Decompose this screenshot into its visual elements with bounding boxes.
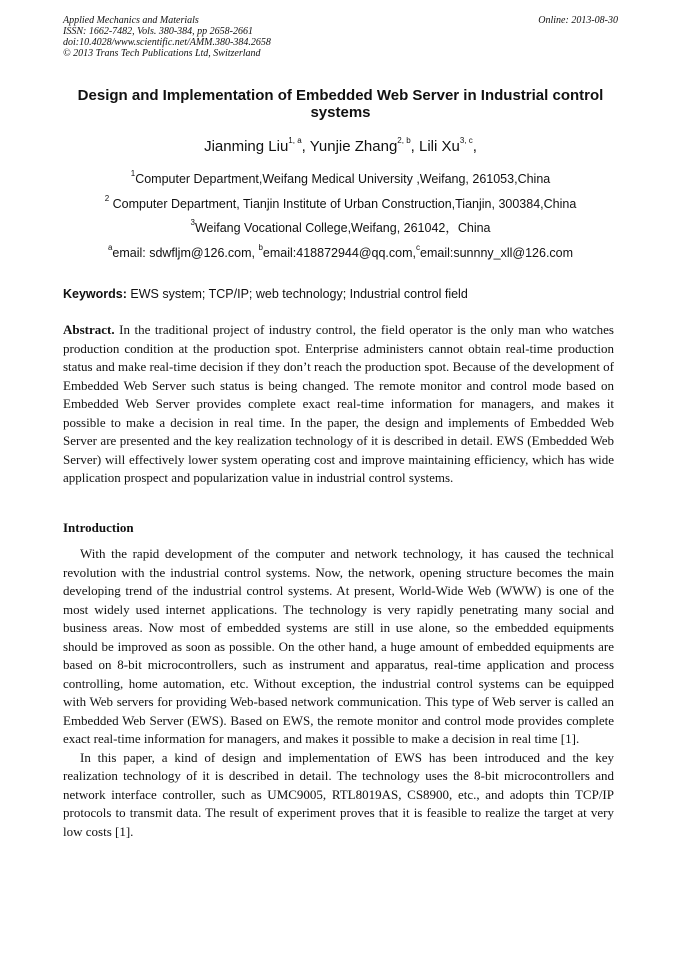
abstract <box>63 321 614 488</box>
copyright-line: © 2013 Trans Tech Publications Ltd, Switzerland <box>63 48 261 59</box>
abstract-label: Abstract. <box>63 322 115 337</box>
author-name: Yunjie Zhang <box>309 138 398 155</box>
author-separator: , <box>301 138 310 155</box>
email-line <box>63 242 618 261</box>
email-superscript: c <box>416 242 420 252</box>
author-list <box>63 138 618 156</box>
paragraph: With the rapid development of the computer and network technology, it has caused the technical revolution with the industrial control systems. Now, the network, opening structure becomes the main developing trend of the industrial control systems. At present, World-Wide Web (WWW) is one of the most widely used internet applications. The technology is very rapidly penetrating many social and business areas. Now most of embedded systems are still in use alone, so the embedded equipments should be improved as soon as possible. On the other hand, a huge amount of embedded equipments are based on 8-bit microcontrollers, such as instrument and apparatus, real-time application and process controlling, home automation, etc. Without exception, the industrial control systems can be equipped with Web servers for providing Web-based network communication. This type of Web server is called an Embedded Web Server (EWS). Based on EWS, the remote monitor and control mode provides complete exact real-time information for managers, and makes it possible to make a decision in real time [1]. <box>63 546 614 746</box>
journal-name: Applied Mechanics and Materials <box>63 15 199 26</box>
email-text: email:418872944@qq.com, <box>262 246 416 260</box>
paragraph: In this paper, a kind of design and implementation of EWS has been introduced and the key realization technology of it is described in detail. The technology uses the 8-bit microcontrollers and network interface controller, such as UMC9005, RTL8019AS, CS8900, etc., and adopts thin TCP/IP protocols to transmit data. The result of experiment proves that it is feasible to realize the target at very low costs [1]. <box>63 749 614 839</box>
paper-title: Design and Implementation of Embedded Web Server in Industrial control systems <box>77 87 604 121</box>
affiliation-3 <box>63 217 618 236</box>
affiliation-text: Computer Department, Tianjin Institute of Urban Construction,Tianjin, 300384,China <box>109 197 577 211</box>
introduction-body <box>63 545 614 841</box>
author-name: Lili Xu <box>418 138 460 155</box>
affiliation-text: Weifang Vocational College,Weifang, 261042，China <box>194 221 491 235</box>
author-superscript: 2, b <box>397 136 411 145</box>
abstract-text: In the traditional project of industry control, the field operator is the only man who watches production condition at the production spot. Enterprise administers cannot obtain real-time production status and make real-time decision if they don’t reach the production spot. Because of the development of Embedded Web Server such status is being changed. The remote monitor and control mode based on Embedded Web Server provides complete exact real-time information for managers, and makes it possible to make a decision in real time. In the paper, the design and implements of Embedded Web Server are presented and the key realization technology of it is described in detail. EWS (Embedded Web Server) will effectively lower system operating cost and improve maintaining efficiency, which has wide application prospect and popularization value in industrial control systems. <box>63 322 614 485</box>
section-heading-introduction: Introduction <box>63 520 134 535</box>
keywords <box>63 287 618 302</box>
affiliation-1 <box>63 168 618 187</box>
online-date: Online: 2013-08-30 <box>538 15 618 26</box>
journal-header <box>63 15 618 59</box>
issn-line: ISSN: 1662-7482, Vols. 380-384, pp 2658-2661 <box>63 26 253 37</box>
email-superscript: a <box>107 242 113 252</box>
affiliation-superscript: 3 <box>190 217 195 227</box>
keywords-label: Keywords: <box>63 287 127 301</box>
author-separator: , <box>410 138 419 155</box>
keywords-text: EWS system; TCP/IP; web technology; Industrial control field <box>126 287 468 301</box>
affiliation-superscript: 2 <box>104 193 110 203</box>
affiliation-2 <box>63 193 618 212</box>
author-superscript: 1, a <box>288 136 302 145</box>
email-text: email:sunnny_xll@126.com <box>420 246 574 260</box>
author-superscript: 3, c <box>459 136 473 145</box>
affiliation-superscript: 1 <box>130 168 136 178</box>
doi-line: doi:10.4028/www.scientific.net/AMM.380-384.2658 <box>63 37 271 48</box>
email-text: email: sdwfljm@126.com, <box>112 246 259 260</box>
email-superscript: b <box>258 242 263 252</box>
affiliation-text: Computer Department,Weifang Medical University ,Weifang, 261053,China <box>135 172 551 186</box>
author-separator: , <box>472 138 477 155</box>
author-name: Jianming Liu <box>204 138 289 155</box>
